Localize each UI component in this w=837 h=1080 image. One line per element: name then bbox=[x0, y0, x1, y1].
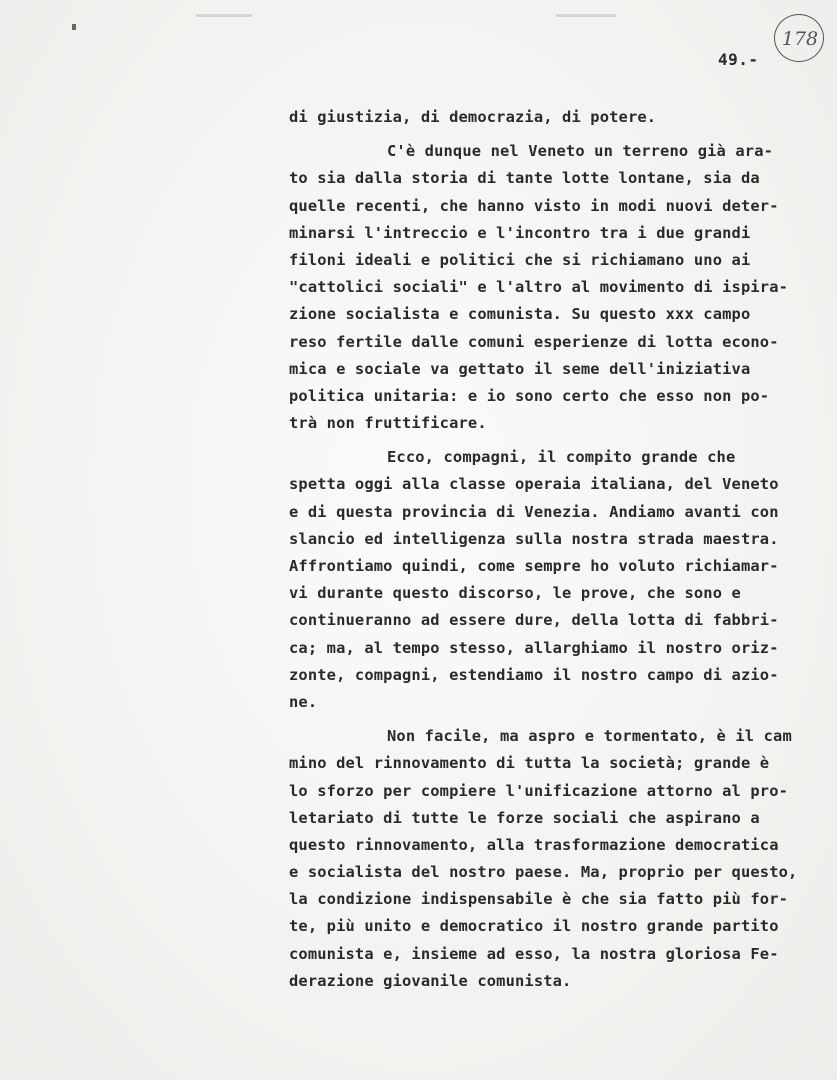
page-number: 49.- bbox=[718, 50, 759, 69]
text-line: trà non fruttificare. bbox=[289, 414, 487, 433]
text-line: lo sforzo per compiere l'unificazione attorno al pro- bbox=[289, 781, 789, 800]
text-line: questo rinnovamento, alla trasformazione democratica bbox=[289, 835, 779, 854]
paragraph bbox=[289, 723, 829, 995]
paragraph-gap bbox=[289, 131, 829, 138]
text-line: mino del rinnovamento di tutta la società; grande è bbox=[289, 754, 770, 773]
text-line: e di questa provincia di Venezia. Andiamo avanti con bbox=[289, 502, 779, 521]
typed-text-body bbox=[289, 104, 829, 995]
text-line: te, più unito e democratico il nostro grande partito bbox=[289, 917, 779, 936]
text-line: e socialista del nostro paese. Ma, proprio per questo, bbox=[289, 863, 798, 882]
text-line: ca; ma, al tempo stesso, allarghiamo il nostro oriz- bbox=[289, 638, 779, 657]
text-line: ne. bbox=[289, 692, 318, 711]
text-line: comunista e, insieme ad esso, la nostra gloriosa Fe- bbox=[289, 944, 779, 963]
scan-mark bbox=[196, 14, 252, 17]
text-line: vi durante questo discorso, le prove, che sono e bbox=[289, 584, 741, 603]
paragraph bbox=[289, 104, 829, 131]
text-line: mica e sociale va gettato il seme dell'iniziativa bbox=[289, 359, 751, 378]
text-line: derazione giovanile comunista. bbox=[289, 971, 572, 990]
text-line: to sia dalla storia di tante lotte lontane, sia da bbox=[289, 169, 760, 188]
text-line: zione socialista e comunista. Su questo xxx campo bbox=[289, 305, 751, 324]
text-line: letariato di tutte le forze sociali che aspirano a bbox=[289, 808, 760, 827]
scan-tick-mark bbox=[72, 24, 76, 30]
text-line: Ecco, compagni, il compito grande che bbox=[387, 448, 736, 467]
paragraph bbox=[289, 444, 829, 716]
scan-mark bbox=[556, 14, 616, 17]
text-line: politica unitaria: e io sono certo che esso non po- bbox=[289, 386, 770, 405]
text-line: slancio ed intelligenza sulla nostra strada maestra. bbox=[289, 529, 779, 548]
paragraph-gap bbox=[289, 437, 829, 444]
archive-number: 178 bbox=[781, 28, 819, 50]
paragraph bbox=[289, 138, 829, 437]
text-line: quelle recenti, che hanno visto in modi nuovi deter- bbox=[289, 196, 779, 215]
text-line: Affrontiamo quindi, come sempre ho voluto richiamar- bbox=[289, 557, 779, 575]
text-line: filoni ideali e politici che si richiamano uno ai bbox=[289, 250, 751, 269]
text-line: continueranno ad essere dure, della lotta di fabbri- bbox=[289, 611, 779, 630]
text-line: C'è dunque nel Veneto un terreno già ara- bbox=[387, 142, 774, 161]
text-line: Non facile, ma aspro e tormentato, è il cam bbox=[387, 727, 792, 746]
text-line: di giustizia, di democrazia, di potere. bbox=[289, 108, 657, 126]
archive-number-stamp bbox=[774, 14, 824, 62]
paragraph-gap bbox=[289, 716, 829, 723]
text-line: minarsi l'intreccio e l'incontro tra i due grandi bbox=[289, 223, 751, 242]
text-line: "cattolici sociali" e l'altro al movimento di ispira- bbox=[289, 278, 789, 297]
text-line: zonte, compagni, estendiamo il nostro campo di azio- bbox=[289, 665, 779, 684]
text-line: reso fertile dalle comuni esperienze di lotta econo- bbox=[289, 332, 779, 351]
text-line: spetta oggi alla classe operaia italiana, del Veneto bbox=[289, 475, 779, 494]
text-line: la condizione indispensabile è che sia fatto più for- bbox=[289, 890, 789, 909]
